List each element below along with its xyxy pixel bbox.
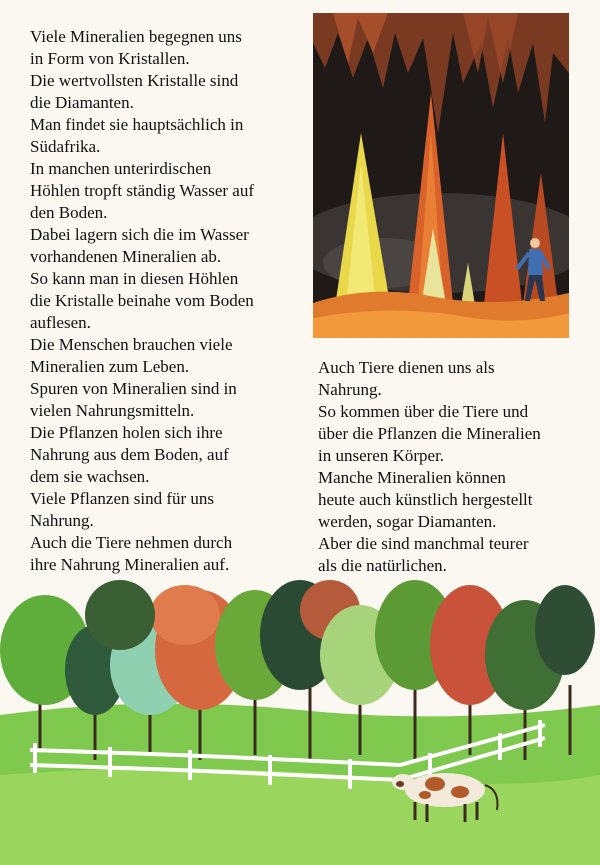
text-line: die Diamanten. <box>30 93 134 112</box>
text-line: Manche Mineralien können <box>318 468 506 487</box>
text-line: Höhlen tropft ständig Wasser auf <box>30 181 254 200</box>
text-line: Die wertvollsten Kristalle sind <box>30 71 239 90</box>
forest-meadow-illustration <box>0 575 600 865</box>
text-line: die Kristalle beinahe vom Boden <box>30 291 254 310</box>
text-line: Nahrung. <box>30 511 94 530</box>
text-line: über die Pflanzen die Mineralien <box>318 424 541 443</box>
text-line: In manchen unterirdischen <box>30 159 212 178</box>
text-line: Die Menschen brauchen viele <box>30 335 233 354</box>
text-line: So kann man in diesen Höhlen <box>30 269 239 288</box>
text-line: Auch die Tiere nehmen durch <box>30 533 233 552</box>
text-line: Viele Mineralien begegnen uns <box>30 27 242 46</box>
text-line: Die Pflanzen holen sich ihre <box>30 423 223 442</box>
text-line: Viele Pflanzen sind für uns <box>30 489 215 508</box>
text-line: So kommen über die Tiere und <box>318 402 529 421</box>
text-line: auflesen. <box>30 313 91 332</box>
text-line: Dabei lagern sich die im Wasser <box>30 225 249 244</box>
text-line: Spuren von Mineralien sind in <box>30 379 237 398</box>
left-text-column <box>30 26 300 576</box>
text-line: als die natürlichen. <box>318 556 447 575</box>
text-line: Südafrika. <box>30 137 101 156</box>
text-line: Auch Tiere dienen uns als <box>318 358 495 377</box>
text-line: den Boden. <box>30 203 108 222</box>
text-line: Man findet sie hauptsächlich in <box>30 115 244 134</box>
text-line: werden, sogar Diamanten. <box>318 512 497 531</box>
text-line: Nahrung. <box>318 380 382 399</box>
text-line: in unseren Körper. <box>318 446 445 465</box>
text-line: in Form von Kristallen. <box>30 49 190 68</box>
text-line: vorhandenen Mineralien ab. <box>30 247 222 266</box>
text-line: Nahrung aus dem Boden, auf <box>30 445 229 464</box>
text-line: vielen Nahrungsmitteln. <box>30 401 195 420</box>
text-line: heute auch künstlich hergestellt <box>318 490 533 509</box>
text-line: ihre Nahrung Mineralien auf. <box>30 555 230 574</box>
text-line: Aber die sind manchmal teurer <box>318 534 529 553</box>
text-line: dem sie wachsen. <box>30 467 150 486</box>
cave-illustration <box>313 13 569 338</box>
right-text-column <box>318 357 583 577</box>
text-line: Mineralien zum Leben. <box>30 357 190 376</box>
